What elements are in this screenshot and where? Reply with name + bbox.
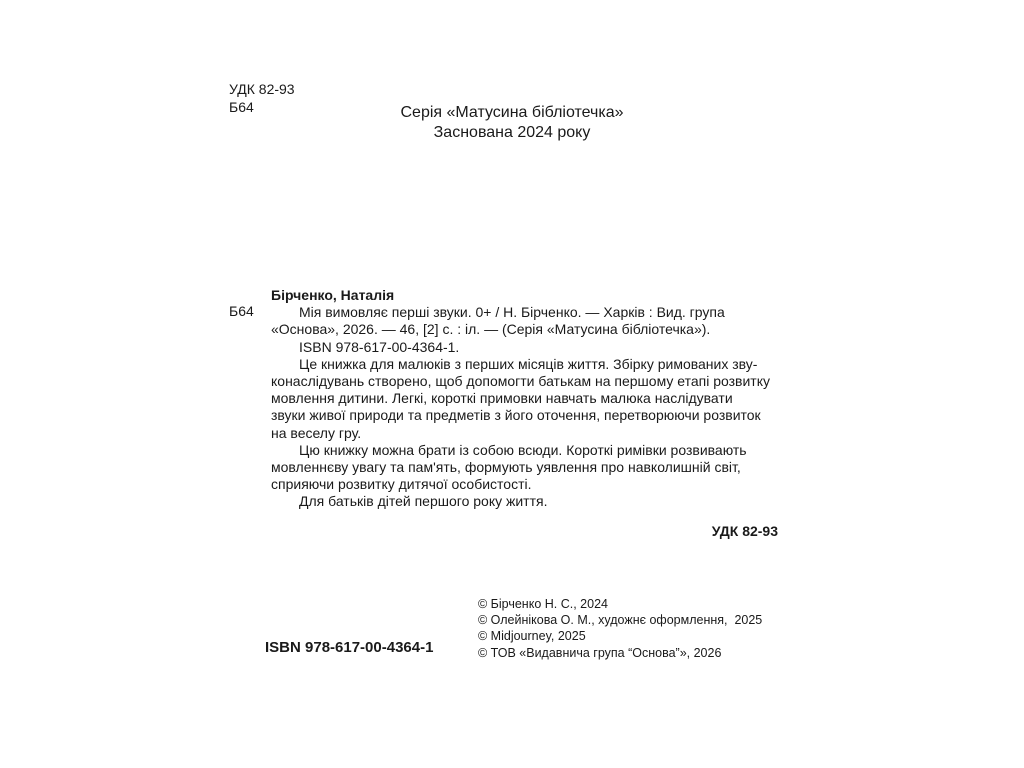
annotation-line: Це книжка для малюків з перших місяців життя. Збірку римованих зву- — [299, 355, 758, 372]
header-udk: УДК 82-93 — [229, 81, 295, 97]
annotation-line: мовлення дитини. Легкі, короткі примовки навчать малюка наслідувати — [271, 390, 733, 407]
entry-annotation-2 — [271, 442, 779, 494]
annotation-line: звуки живої природи та предметів з його оточення, перетворюючи розвиток — [271, 407, 761, 424]
annotation-line: конаслідувань створено, щоб допомогти батькам на першому етапі розвитку — [271, 373, 770, 390]
entry-description-line: «Основа», 2026. — 46, [2] с. : іл. — (Серія «Матусина бібліотечка»). — [271, 321, 711, 338]
annotation-line: мовленнєву увагу та пам'ять, формують уявлення про навколишній світ, — [271, 459, 741, 476]
copyright-block — [478, 596, 762, 661]
footer-isbn: ISBN 978-617-00-4364-1 — [265, 639, 434, 656]
copyright-line: © Бірченко Н. С., 2024 — [478, 597, 608, 611]
entry-index: Б64 — [229, 303, 254, 319]
entry-description — [271, 304, 779, 338]
footer-udk: УДК 82-93 — [711, 523, 778, 539]
entry-audience: Для батьків дітей першого року життя. — [299, 493, 548, 510]
annotation-line: Цю книжку можна брати із собою всюди. Короткі римівки розвивають — [299, 441, 747, 458]
copyright-line: © ТОВ «Видавнича група “Основа”», 2026 — [478, 645, 722, 660]
catalog-entry — [271, 287, 779, 511]
series-block — [380, 103, 644, 143]
copyright-line: © Олейнікова О. М., художнє оформлення, 2025 — [478, 613, 763, 628]
annotation-line: на веселу гру. — [271, 424, 362, 441]
series-title: Серія «Матусина бібліотечка» — [400, 104, 624, 121]
entry-description-line: Мія вимовляє перші звуки. 0+ / Н. Бірченко. — Харків : Вид. група — [299, 304, 725, 321]
header-classification — [229, 80, 295, 116]
entry-annotation-1 — [271, 356, 779, 442]
series-founded: Заснована 2024 року — [433, 124, 591, 141]
annotation-line: сприяючи розвитку дитячої особистості. — [271, 476, 532, 493]
header-index: Б64 — [229, 99, 254, 115]
copyright-line: © Midjourney, 2025 — [478, 629, 586, 644]
entry-isbn: ISBN 978-617-00-4364-1. — [299, 338, 460, 355]
entry-author: Бірченко, Наталія — [271, 287, 395, 303]
